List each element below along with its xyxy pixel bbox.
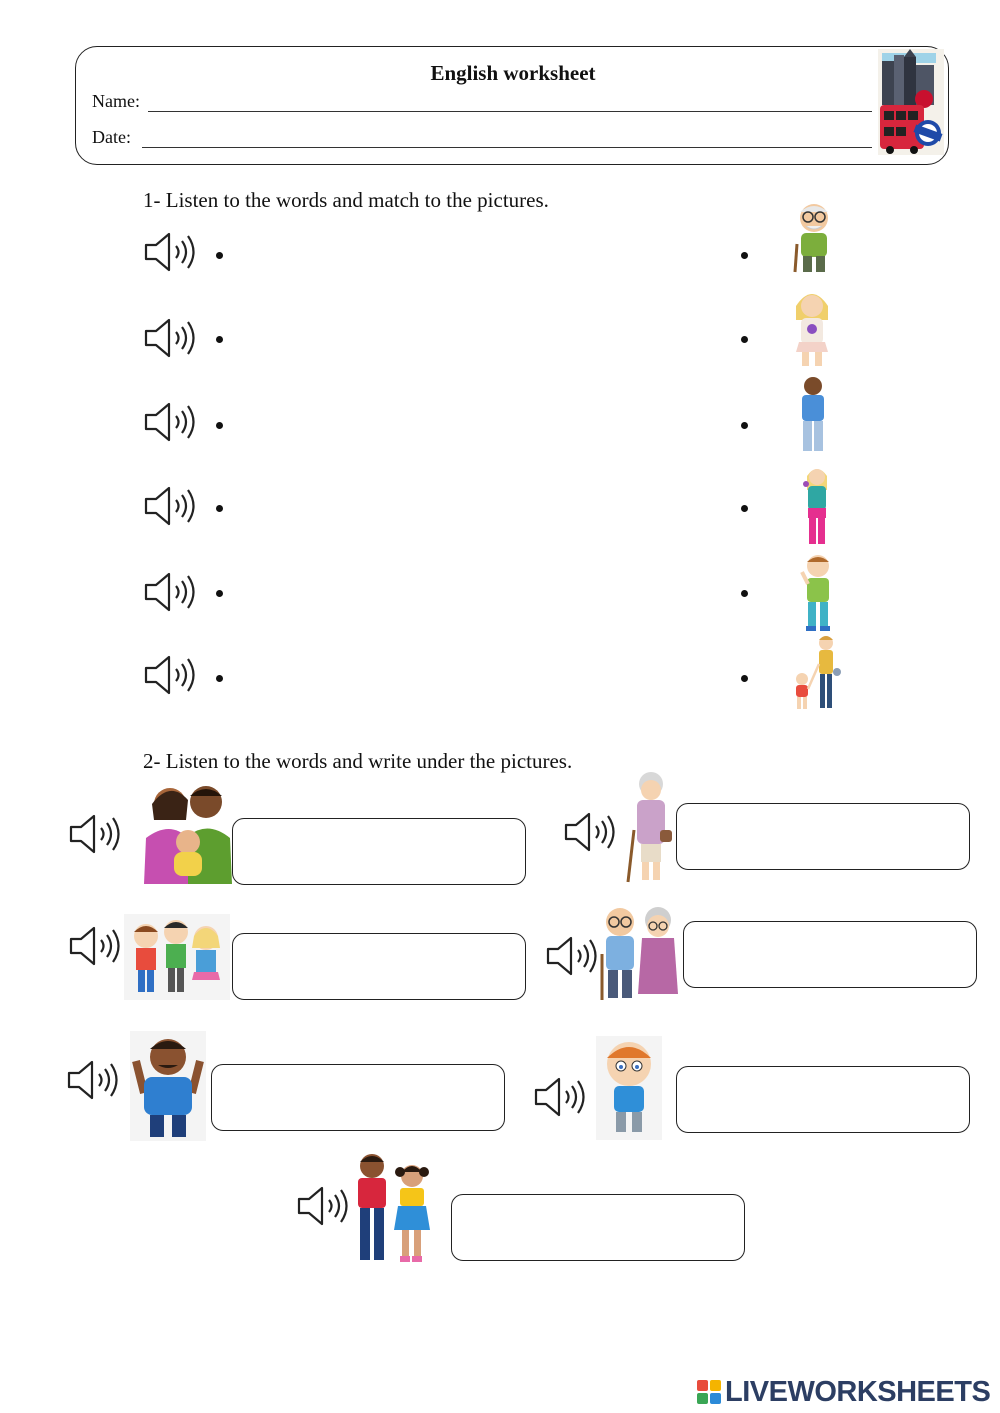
speaker-icon[interactable] — [143, 230, 199, 274]
section2-instruction: 2- Listen to the words and write under the pictures. — [143, 749, 573, 773]
logo-square — [710, 1393, 721, 1404]
brother-sister-picture — [352, 1150, 436, 1264]
match-dot-left[interactable] — [216, 422, 223, 429]
match-dot-right[interactable] — [741, 336, 748, 343]
speaker-icon[interactable] — [143, 400, 199, 444]
answer-box-brother-sister[interactable] — [451, 1194, 745, 1261]
girl-picture — [788, 286, 836, 370]
match-dot-left[interactable] — [216, 252, 223, 259]
answer-box-father[interactable] — [211, 1064, 505, 1131]
speaker-icon[interactable] — [66, 1058, 122, 1102]
speaker-icon[interactable] — [533, 1075, 589, 1119]
match-dot-left[interactable] — [216, 675, 223, 682]
answer-box-grandparents[interactable] — [683, 921, 977, 988]
son-picture — [596, 1036, 662, 1140]
father-picture — [130, 1031, 206, 1141]
grandparents-picture — [598, 904, 682, 1002]
speaker-icon[interactable] — [68, 812, 124, 856]
answer-box-grandmother[interactable] — [676, 803, 970, 870]
children-picture — [124, 914, 230, 1000]
answer-box-parents[interactable] — [232, 818, 526, 885]
match-dot-right[interactable] — [741, 590, 748, 597]
answer-box-children[interactable] — [232, 933, 526, 1000]
match-dot-right[interactable] — [741, 505, 748, 512]
match-dot-left[interactable] — [216, 590, 223, 597]
name-label: Name: — [92, 91, 140, 111]
boy-picture — [795, 375, 831, 455]
match-dot-left[interactable] — [216, 336, 223, 343]
name-line[interactable] — [148, 111, 872, 112]
logo-text: LIVEWORKSHEETS — [725, 1375, 991, 1408]
grandfather-picture — [784, 200, 844, 274]
match-dot-left[interactable] — [216, 505, 223, 512]
date-line[interactable] — [142, 147, 872, 148]
speaker-icon[interactable] — [143, 316, 199, 360]
header-box — [75, 46, 949, 165]
speaker-icon[interactable] — [296, 1184, 352, 1228]
speaker-icon[interactable] — [143, 570, 199, 614]
logo-square — [697, 1393, 708, 1404]
london-image — [878, 49, 944, 155]
logo-square — [710, 1380, 721, 1391]
speaker-icon[interactable] — [545, 934, 601, 978]
date-label: Date: — [92, 127, 131, 147]
grandmother-picture — [624, 770, 676, 884]
speaker-icon[interactable] — [563, 810, 619, 854]
match-dot-right[interactable] — [741, 422, 748, 429]
logo-grid-icon — [697, 1380, 721, 1404]
woman-picture — [802, 464, 832, 548]
match-dot-right[interactable] — [741, 252, 748, 259]
worksheet-title: English worksheet — [430, 61, 596, 85]
logo-square — [697, 1380, 708, 1391]
match-dot-right[interactable] — [741, 675, 748, 682]
answer-box-son[interactable] — [676, 1066, 970, 1133]
liveworksheets-logo[interactable] — [697, 1375, 990, 1409]
child-picture — [794, 552, 842, 632]
speaker-icon[interactable] — [143, 484, 199, 528]
parents-picture — [144, 780, 232, 884]
section1-instruction: 1- Listen to the words and match to the pictures. — [143, 188, 549, 212]
mother-daughter-picture — [788, 634, 844, 712]
speaker-icon[interactable] — [143, 653, 199, 697]
speaker-icon[interactable] — [68, 924, 124, 968]
